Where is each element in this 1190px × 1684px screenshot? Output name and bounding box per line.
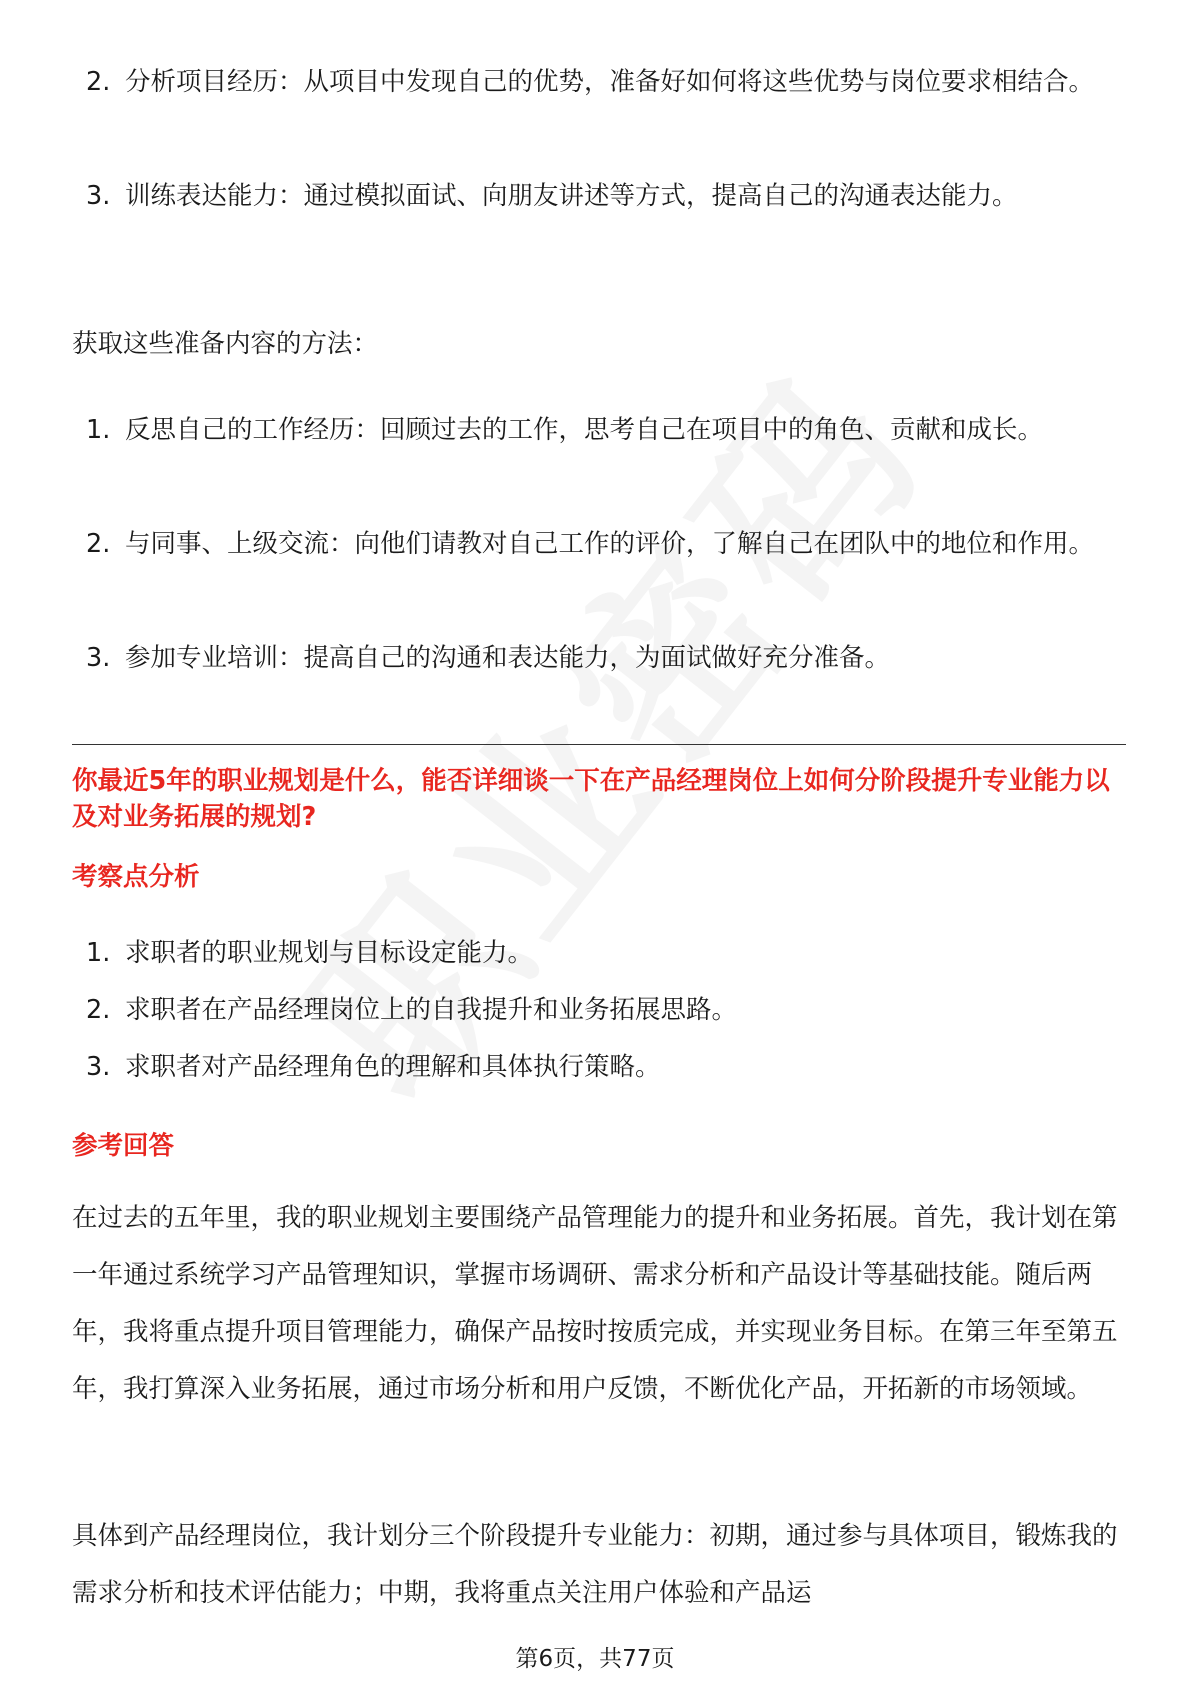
list-number: 3. <box>86 181 111 211</box>
list-text: 反思自己的工作经历：回顾过去的工作，思考自己在项目中的角色、贡献和成长。 <box>125 415 1044 445</box>
list-number: 2. <box>86 67 111 97</box>
answer-paragraph: 具体到产品经理岗位，我计划分三个阶段提升专业能力：初期，通过参与具体项目，锻炼我的需求分析和技术评估能力；中期，我将重点关注用户体验和产品运 <box>72 1521 1118 1608</box>
page-number: 第6页，共77页 <box>515 1646 675 1672</box>
list-text: 分析项目经历：从项目中发现自己的优势，准备好如何将这些优势与岗位要求相结合。 <box>125 67 1095 97</box>
list-number: 3. <box>86 643 111 673</box>
answer-paragraph: 在过去的五年里，我的职业规划主要围绕产品管理能力的提升和业务拓展。首先，我计划在第一年通过系统学习产品管理知识，掌握市场调研、需求分析和产品设计等基础技能。随后两年，我将重点提升项目管理能力，确保产品按时按质完成，并实现业务目标。在第三年至第五年，我打算深入业务拓展，通过市场分析和用户反馈，不断优化产品，开拓新的市场领域。 <box>72 1203 1118 1404</box>
list-number: 2. <box>86 995 111 1025</box>
list-number: 1. <box>86 938 111 968</box>
answer-heading: 参考回答 <box>72 1131 175 1161</box>
analysis-heading: 考察点分析 <box>72 862 200 892</box>
list-text: 求职者在产品经理岗位上的自我提升和业务拓展思路。 <box>125 995 738 1025</box>
list-number: 3. <box>86 1052 111 1082</box>
section-divider <box>72 744 1126 745</box>
interview-question: 你最近5年的职业规划是什么，能否详细谈一下在产品经理岗位上如何分阶段提升专业能力以及对业务拓展的规划? <box>72 766 1110 832</box>
list-number: 1. <box>86 415 111 445</box>
list-number: 2. <box>86 529 111 559</box>
list-text: 求职者对产品经理角色的理解和具体执行策略。 <box>125 1052 661 1082</box>
list-text: 参加专业培训：提高自己的沟通和表达能力，为面试做好充分准备。 <box>125 643 891 673</box>
list-text: 训练表达能力：通过模拟面试、向朋友讲述等方式，提高自己的沟通表达能力。 <box>125 181 1018 211</box>
methods-intro: 获取这些准备内容的方法： <box>72 329 379 359</box>
list-text: 与同事、上级交流：向他们请教对自己工作的评价，了解自己在团队中的地位和作用。 <box>125 529 1095 559</box>
list-text: 求职者的职业规划与目标设定能力。 <box>125 938 534 968</box>
